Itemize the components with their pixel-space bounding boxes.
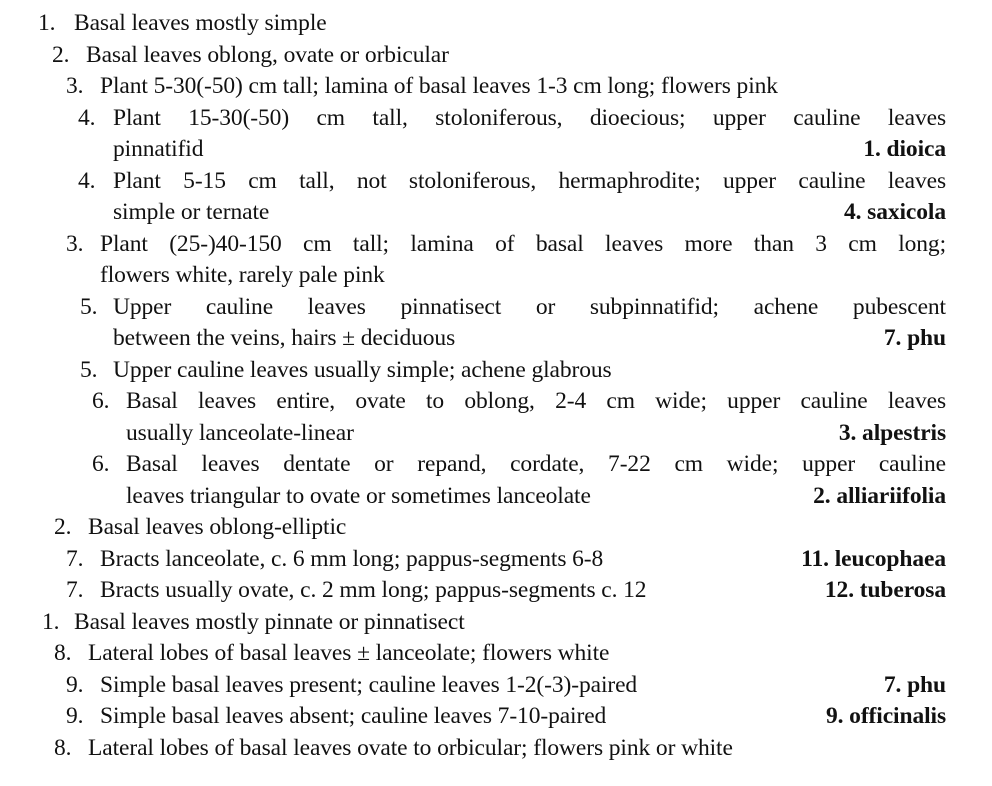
- couplet-text: Plant (25-)40-150 cm tall; lamina of basal leaves more than 3 cm long;: [100, 230, 946, 257]
- key-entry: [66, 701, 946, 733]
- couplet-text: Simple basal leaves present; cauline leaves 1-2(-3)-paired: [100, 671, 638, 698]
- key-entry: [38, 8, 948, 40]
- couplet-text-continued: leaves triangular to ovate or sometimes lanceolate: [126, 482, 591, 509]
- couplet-text: Bracts usually ovate, c. 2 mm long; pappus-segments c. 12: [100, 577, 647, 603]
- couplet-text: Bracts lanceolate, c. 6 mm long; pappus-segments 6-8: [100, 545, 604, 572]
- couplet-text: Upper cauline leaves usually simple; achene glabrous: [113, 356, 612, 383]
- key-entry: [92, 449, 946, 512]
- couplet-text-continued: simple or ternate: [113, 199, 270, 225]
- couplet-number: 8.: [54, 640, 72, 666]
- key-entry: [66, 229, 946, 292]
- couplet-text: Plant 15-30(-50) cm tall, stoloniferous, dioecious; upper cauline leaves: [113, 104, 946, 131]
- couplet-number: 7.: [66, 545, 84, 572]
- couplet-text: Basal leaves mostly simple: [74, 10, 327, 36]
- couplet-number: 5.: [80, 356, 98, 383]
- taxon-result: 3. alpestris: [838, 419, 946, 446]
- taxon-result: 11. leucophaea: [801, 545, 946, 572]
- key-entry: [66, 670, 946, 702]
- couplet-number: 3.: [66, 230, 84, 257]
- couplet-number: 4.: [78, 167, 96, 194]
- couplet-number: 2.: [52, 41, 70, 68]
- key-entry: [54, 733, 946, 765]
- key-entry: [78, 103, 946, 166]
- key-entry: [52, 40, 948, 72]
- couplet-text: Lateral lobes of basal leaves ovate to orbicular; flowers pink or white: [88, 734, 733, 761]
- taxon-result: 7. phu: [883, 325, 946, 351]
- identification-key: [0, 8, 992, 764]
- taxon-result: 7. phu: [883, 671, 946, 698]
- key-entry: [66, 575, 946, 607]
- couplet-number: 9.: [66, 703, 84, 729]
- couplet-number: 2.: [54, 514, 72, 540]
- couplet-text-continued: between the veins, hairs ± deciduous: [113, 325, 456, 351]
- couplet-text-continued: pinnatifid: [113, 136, 204, 162]
- key-entry: [54, 512, 946, 544]
- couplet-text: Basal leaves dentate or repand, cordate, 7-22 cm wide; upper cauline: [126, 451, 946, 477]
- key-entry: [80, 355, 946, 387]
- couplet-number: 3.: [66, 73, 84, 99]
- couplet-text: Plant 5-30(-50) cm tall; lamina of basal leaves 1-3 cm long; flowers pink: [100, 73, 778, 99]
- taxon-result: 4. saxicola: [843, 199, 946, 225]
- couplet-text-continued: flowers white, rarely pale pink: [100, 262, 385, 288]
- couplet-text: Upper cauline leaves pinnatisect or subpinnatifid; achene pubescent: [113, 293, 946, 320]
- couplet-number: 7.: [66, 577, 84, 603]
- key-entry: [66, 71, 946, 103]
- couplet-text: Simple basal leaves absent; cauline leaves 7-10-paired: [100, 703, 607, 729]
- couplet-number: 1.: [42, 608, 60, 635]
- couplet-text: Lateral lobes of basal leaves ± lanceolate; flowers white: [88, 640, 610, 666]
- couplet-number: 9.: [66, 671, 84, 698]
- couplet-text-continued: usually lanceolate-linear: [126, 419, 354, 446]
- couplet-text: Basal leaves oblong-elliptic: [88, 514, 347, 540]
- key-entry: [78, 166, 946, 229]
- taxon-result: 12. tuberosa: [824, 577, 946, 603]
- couplet-number: 5.: [80, 293, 98, 320]
- taxon-result: 9. officinalis: [825, 703, 946, 729]
- couplet-number: 1.: [38, 10, 56, 36]
- key-entry: [66, 544, 946, 576]
- couplet-text: Plant 5-15 cm tall, not stoloniferous, hermaphrodite; upper cauline leaves: [113, 167, 946, 194]
- key-entry: [80, 292, 946, 355]
- couplet-number: 8.: [54, 734, 72, 761]
- couplet-text: Basal leaves entire, ovate to oblong, 2-4 cm wide; upper cauline leaves: [126, 388, 946, 414]
- taxon-result: 1. dioica: [863, 136, 946, 162]
- key-entry: [42, 607, 946, 639]
- taxon-result: 2. alliariifolia: [813, 482, 946, 509]
- key-entry: [54, 638, 946, 670]
- couplet-number: 6.: [92, 388, 110, 414]
- key-entry: [92, 386, 946, 449]
- couplet-text: Basal leaves mostly pinnate or pinnatisect: [74, 608, 465, 635]
- couplet-number: 4.: [78, 104, 96, 131]
- couplet-number: 6.: [92, 451, 110, 477]
- couplet-text: Basal leaves oblong, ovate or orbicular: [86, 41, 449, 68]
